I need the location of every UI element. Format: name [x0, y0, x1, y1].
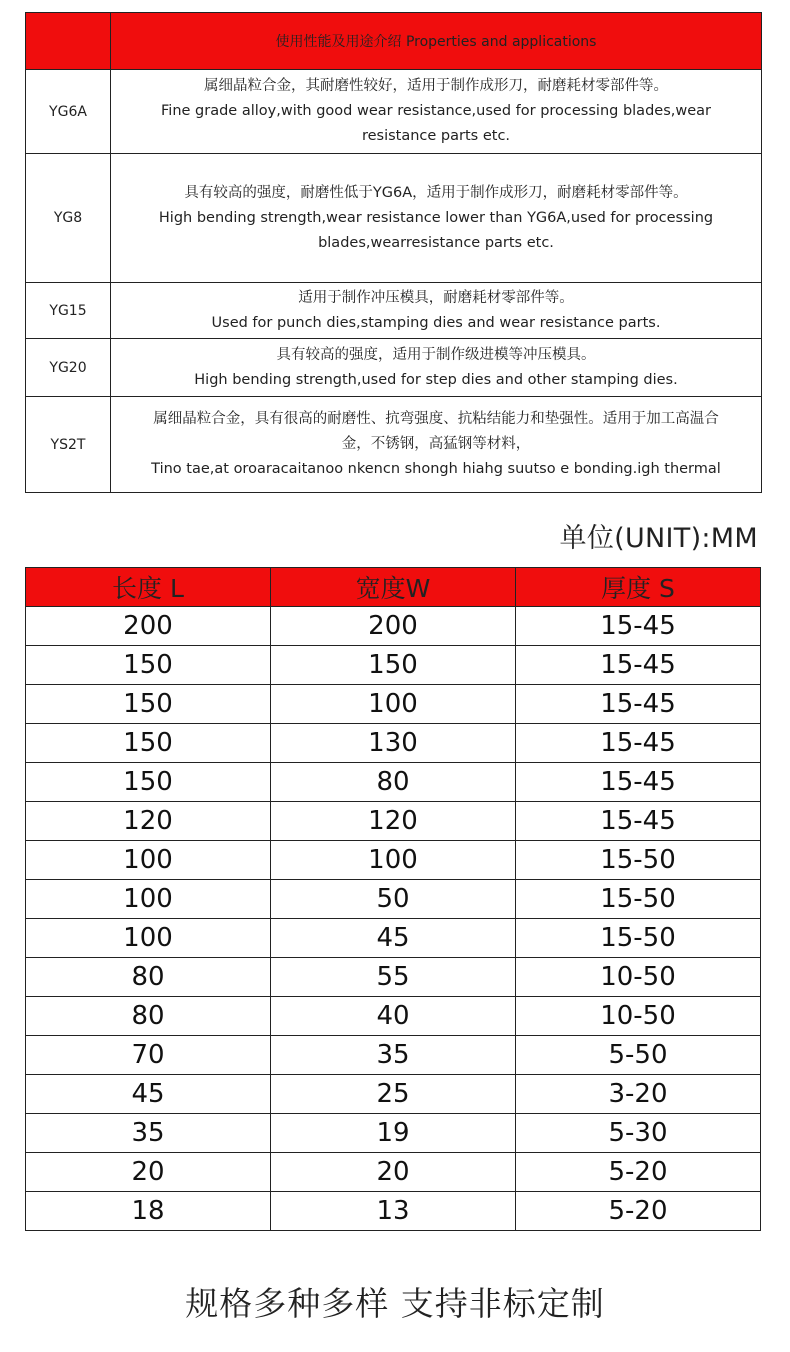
thickness-cell: 15-45 — [516, 685, 761, 724]
length-cell: 20 — [26, 1153, 271, 1192]
description-cell — [111, 339, 762, 397]
thickness-cell: 15-45 — [516, 607, 761, 646]
width-cell: 150 — [271, 646, 516, 685]
width-cell: 45 — [271, 919, 516, 958]
size-header-row — [26, 568, 761, 607]
description-line: High bending strength,used for step dies and other stamping dies. — [194, 371, 678, 388]
length-cell: 18 — [26, 1192, 271, 1231]
header-width: 宽度W — [271, 568, 516, 607]
footer-text: 规格多种多样 支持非标定制 — [185, 1284, 605, 1323]
description-line: resistance parts etc. — [361, 128, 511, 144]
thickness-cell: 5-50 — [516, 1036, 761, 1075]
length-cell: 100 — [26, 841, 271, 880]
thickness-cell: 5-20 — [516, 1153, 761, 1192]
description-line: 金，不锈钢，高猛钢等材料， — [341, 436, 531, 452]
description-line: 属细晶粒合金，其耐磨性较好，适用于制作成形刀，耐磨耗材零部件等。 — [204, 78, 668, 94]
thickness-cell: 15-50 — [516, 880, 761, 919]
width-cell: 55 — [271, 958, 516, 997]
size-row — [26, 724, 761, 763]
size-row — [26, 685, 761, 724]
width-cell: 80 — [271, 763, 516, 802]
description-line: Fine grade alloy,with good wear resistance,used for processing blades,wear — [161, 103, 711, 119]
thickness-cell: 15-45 — [516, 646, 761, 685]
properties-header-row — [26, 13, 762, 70]
thickness-cell: 15-45 — [516, 724, 761, 763]
width-cell: 120 — [271, 802, 516, 841]
length-cell: 70 — [26, 1036, 271, 1075]
length-cell: 150 — [26, 685, 271, 724]
width-cell: 50 — [271, 880, 516, 919]
description-line: 属细晶粒合金，具有很高的耐磨性、抗弯强度、抗粘结能力和垫强性。适用于加工高温合 — [153, 411, 719, 427]
size-row — [26, 607, 761, 646]
size-row — [26, 763, 761, 802]
thickness-cell: 15-45 — [516, 763, 761, 802]
thickness-cell: 15-45 — [516, 802, 761, 841]
width-cell: 35 — [271, 1036, 516, 1075]
description-line: blades,wearresistance parts etc. — [318, 234, 554, 251]
width-cell: 100 — [271, 841, 516, 880]
size-row — [26, 802, 761, 841]
description-line: Used for punch dies,stamping dies and wear resistance parts. — [211, 314, 661, 331]
width-cell: 130 — [271, 724, 516, 763]
size-row — [26, 958, 761, 997]
thickness-cell: 15-50 — [516, 841, 761, 880]
length-cell: 35 — [26, 1114, 271, 1153]
unit-label: 单位(UNIT):MM — [559, 523, 758, 554]
properties-row — [26, 283, 762, 339]
properties-table — [25, 12, 762, 493]
header-thickness: 厚度 S — [516, 568, 761, 607]
width-cell: 100 — [271, 685, 516, 724]
description-cell — [111, 283, 762, 339]
size-row — [26, 1036, 761, 1075]
grade-cell: YG8 — [26, 154, 111, 283]
description-cell — [111, 154, 762, 283]
length-cell: 150 — [26, 724, 271, 763]
description-line: Tino tae,at oroaracaitanoo nkencn shongh hiahg suutso e bonding.igh thermal — [151, 461, 721, 477]
properties-row — [26, 397, 762, 493]
width-cell: 20 — [271, 1153, 516, 1192]
length-cell: 45 — [26, 1075, 271, 1114]
length-cell: 100 — [26, 919, 271, 958]
thickness-cell: 15-50 — [516, 919, 761, 958]
size-table — [25, 567, 761, 1231]
description-line: 适用于制作冲压模具，耐磨耗材零部件等。 — [298, 289, 574, 306]
length-cell: 150 — [26, 646, 271, 685]
properties-header: 使用性能及用途介绍 Properties and applications — [111, 13, 762, 70]
size-row — [26, 1153, 761, 1192]
grade-cell: YG20 — [26, 339, 111, 397]
description-line: 具有较高的强度，适用于制作级进模等冲压模具。 — [276, 346, 596, 363]
length-cell: 120 — [26, 802, 271, 841]
header-length: 长度 L — [26, 568, 271, 607]
length-cell: 200 — [26, 607, 271, 646]
thickness-cell: 5-20 — [516, 1192, 761, 1231]
width-cell: 13 — [271, 1192, 516, 1231]
size-row — [26, 997, 761, 1036]
thickness-cell: 5-30 — [516, 1114, 761, 1153]
width-cell: 25 — [271, 1075, 516, 1114]
size-row — [26, 841, 761, 880]
size-row — [26, 1114, 761, 1153]
length-cell: 100 — [26, 880, 271, 919]
size-row — [26, 880, 761, 919]
length-cell: 80 — [26, 997, 271, 1036]
grade-cell: YS2T — [26, 397, 111, 493]
size-row — [26, 1192, 761, 1231]
properties-row — [26, 70, 762, 154]
width-cell: 19 — [271, 1114, 516, 1153]
properties-row — [26, 339, 762, 397]
thickness-cell: 10-50 — [516, 997, 761, 1036]
length-cell: 150 — [26, 763, 271, 802]
description-line: High bending strength,wear resistance lower than YG6A,used for processing — [158, 209, 714, 226]
description-line: 具有较高的强度，耐磨性低于YG6A，适用于制作成形刀，耐磨耗材零部件等。 — [184, 184, 688, 201]
properties-row — [26, 154, 762, 283]
width-cell: 200 — [271, 607, 516, 646]
size-row — [26, 646, 761, 685]
size-row — [26, 919, 761, 958]
properties-header-blank — [26, 13, 111, 70]
length-cell: 80 — [26, 958, 271, 997]
thickness-cell: 10-50 — [516, 958, 761, 997]
description-cell — [111, 70, 762, 154]
description-cell — [111, 397, 762, 493]
grade-cell: YG6A — [26, 70, 111, 154]
thickness-cell: 3-20 — [516, 1075, 761, 1114]
grade-cell: YG15 — [26, 283, 111, 339]
size-row — [26, 1075, 761, 1114]
width-cell: 40 — [271, 997, 516, 1036]
